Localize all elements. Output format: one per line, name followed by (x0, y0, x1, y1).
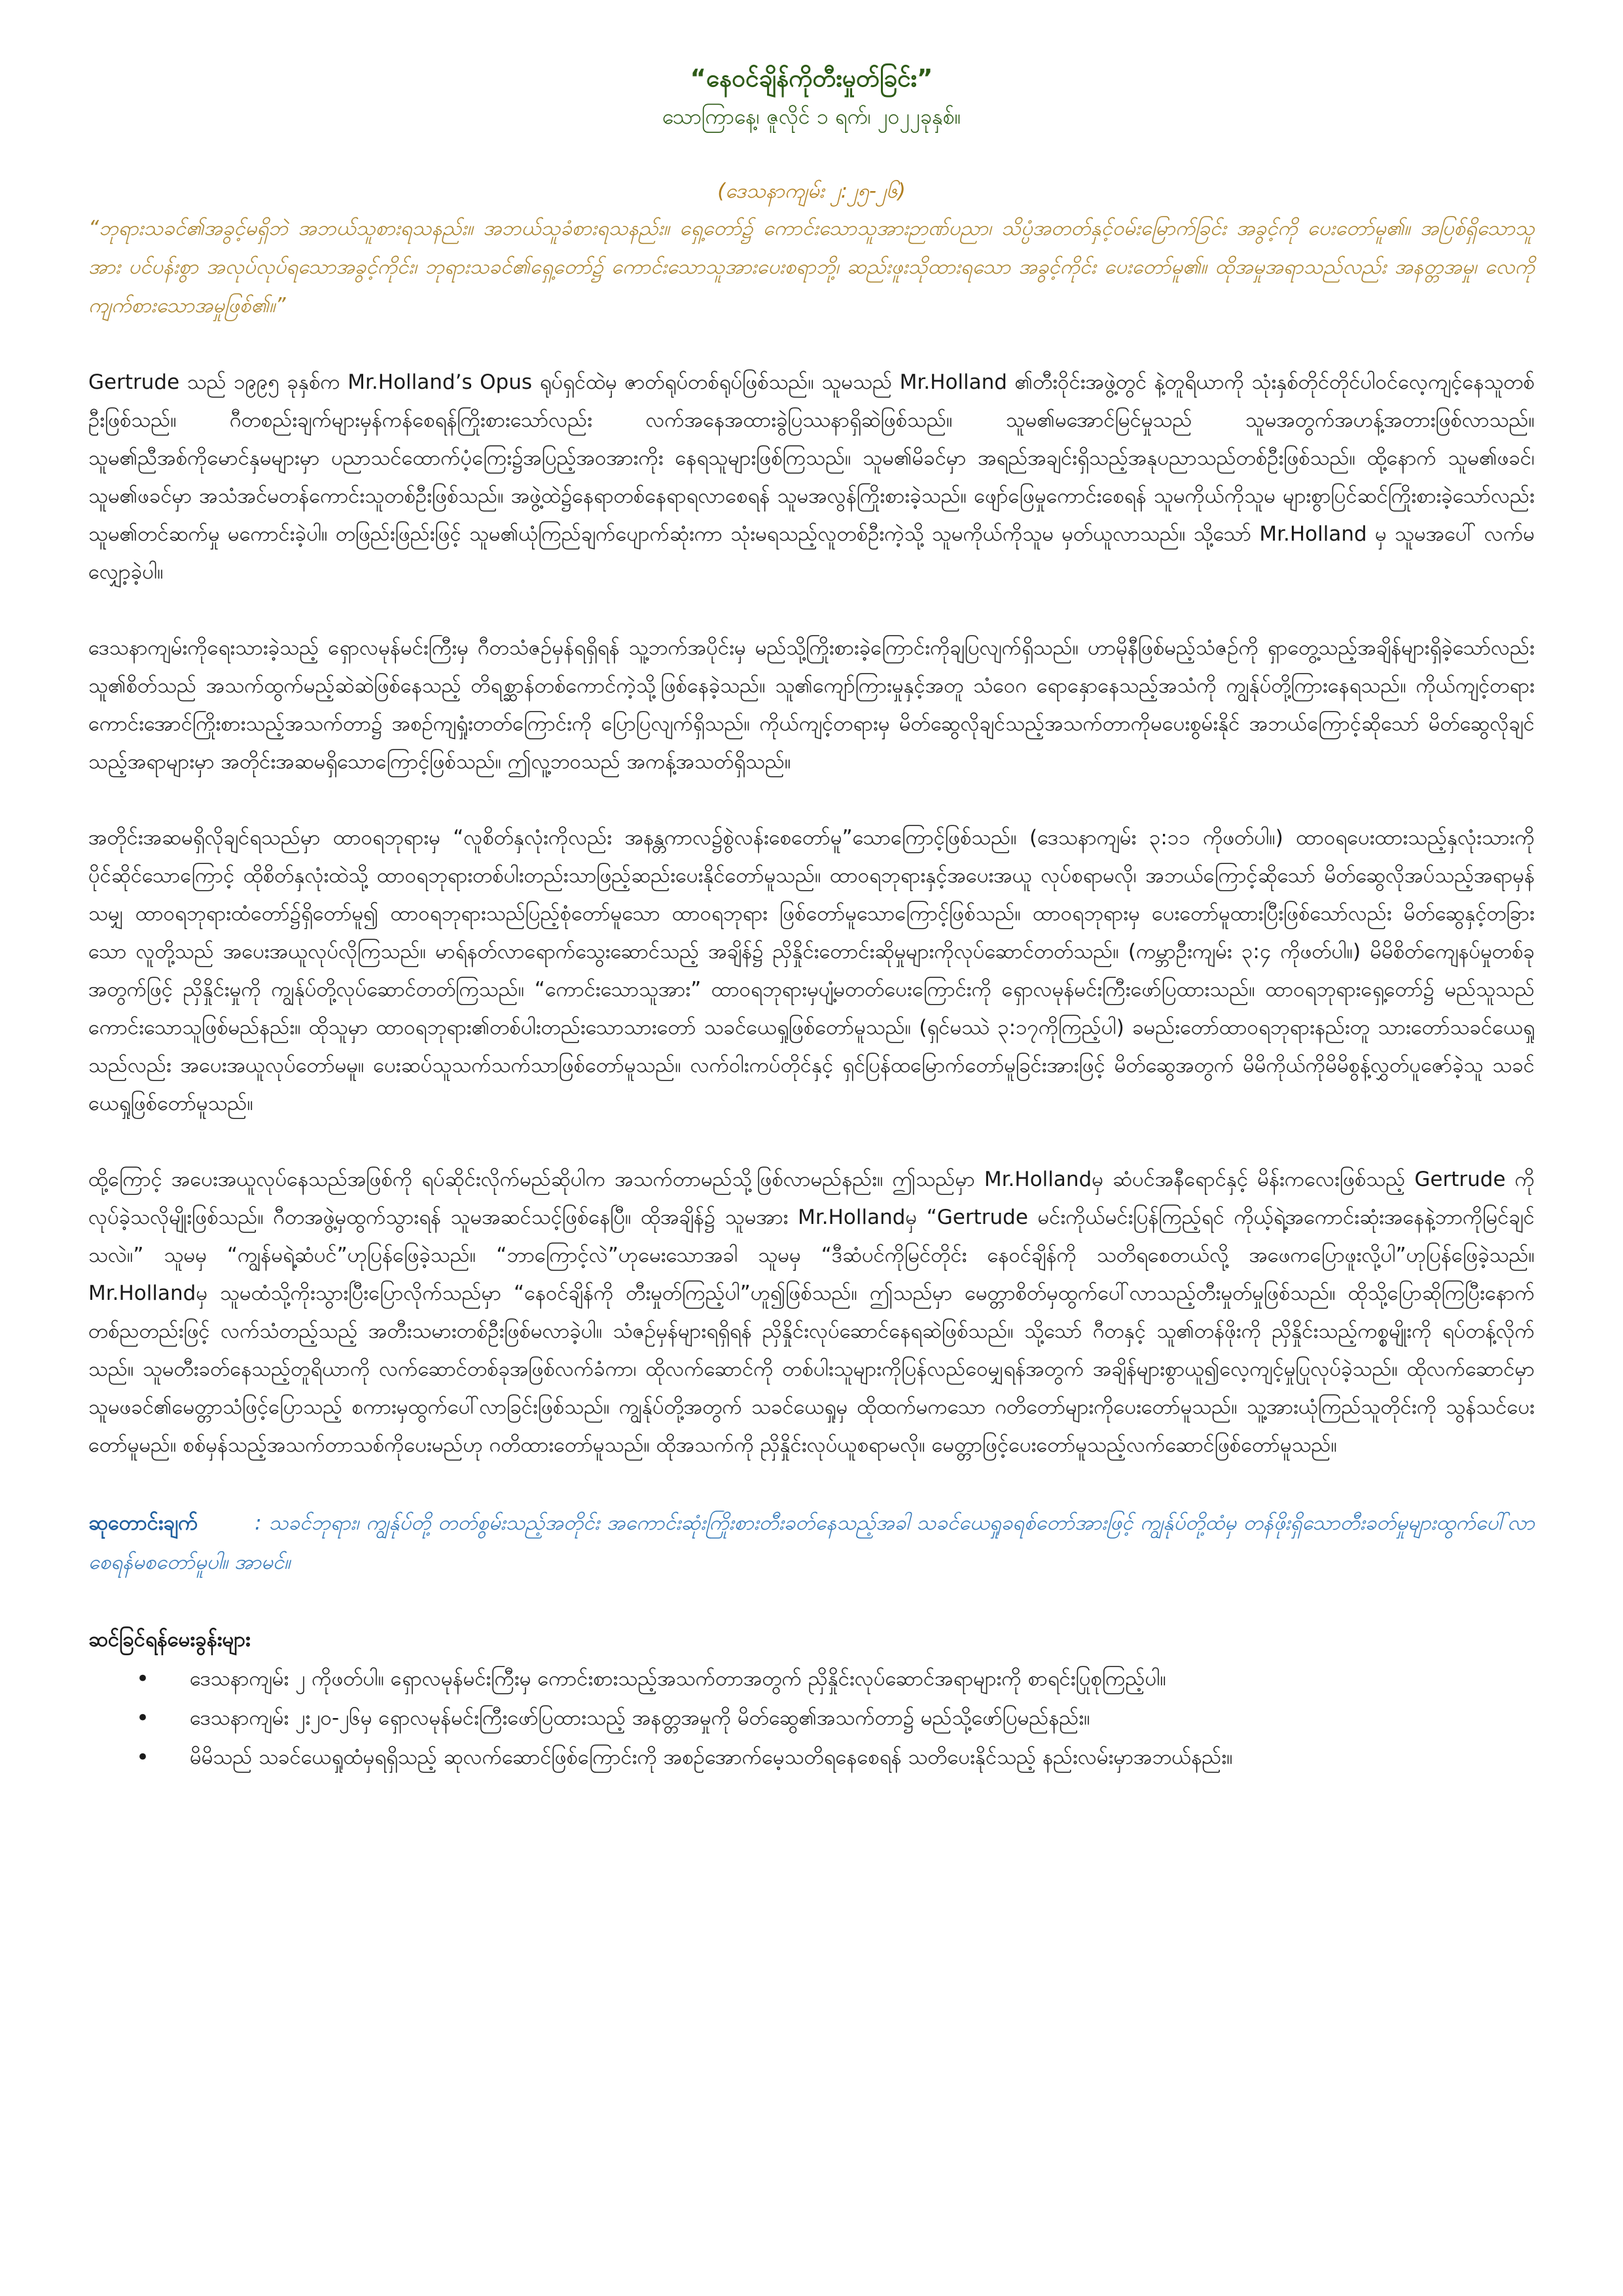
prayer-section (88, 1503, 1535, 1582)
body-paragraph-1: Gertrude သည် ၁၉၉၅ ခုနှစ်က Mr.Holland’s Opus ရုပ်ရှင်ထဲမှ ဇာတ်ရုပ်တစ်ရုပ်ဖြစ်သည်။ သူမသည် Mr.Holland ၏တီးဝိုင်းအဖွဲ့တွင် နဲ့တူရိယာကို သုံးနှစ်တိုင်တိုင်ပါဝင်လေ့ကျင့်နေသူတစ်ဦးဖြစ်သည်။ ဂီတစည်းချက်များမှန်ကန်စေရန်ကြိုးစားသော်လည်း လက်အနေအထားခွဲပြဿနာရှိဆဲဖြစ်သည်။ သူမ၏မအောင်မြင်မှုသည် သူမအတွက်အဟန့်အတားဖြစ်လာသည်။ သူမ၏ညီအစ်ကိုမောင်နှမများမှာ ပညာသင်ထောက်ပံ့ကြေး၌အပြည့်အဝအားကိုး နေရသူများဖြစ်ကြသည်။ သူမ၏မိခင်မှာ အရည်အချင်းရှိသည့်အနုပညာသည်တစ်ဦးဖြစ်သည်။ ထို့နောက် သူမ၏ဖခင်၊ သူမ၏ဖခင်မှာ အသံအင်မတန်ကောင်းသူတစ်ဦးဖြစ်သည်။ အဖွဲ့ထဲ၌နေရာတစ်နေရာရလာစေရန် သူမအလွန်ကြိုးစားခဲ့သည်။ ဖျော်ဖြေမှုကောင်းစေရန် သူမကိုယ်ကိုသူမ များစွာပြင်ဆင်ကြိုးစားခဲ့သော်လည်း သူမ၏တင်ဆက်မှု မကောင်းခဲ့ပါ။ တဖြည်းဖြည်းဖြင့် သူမ၏ယုံကြည်ချက်ပျောက်ဆုံးကာ သုံးမရသည့်လူတစ်ဦးကဲ့သို့ သူမကိုယ်ကိုသူမ မှတ်ယူလာသည်။ သို့သော် Mr.Holland မှ သူမအပေါ် လက်မလျှော့ခဲ့ပါ။ (88, 370, 1535, 584)
prayer-spacer (205, 1511, 247, 1535)
question-item: • ဒေသနာကျမ်း ၂း၂၀-၂၆မှ ရှောလမုန်မင်းကြီးဖော်ပြထားသည့် အနတ္တအမှုကို မိတ်ဆွေ၏အသက်တာ၌ မည်သို့ဖော်ပြမည်နည်း။ (190, 1698, 1535, 1738)
prayer-label: ဆုတောင်းချက် (88, 1511, 198, 1535)
questions-list (88, 1659, 1535, 1777)
question-item: • ဒေသနာကျမ်း ၂ ကိုဖတ်ပါ။ ရှောလမုန်မင်းကြီးမှ ကောင်းစားသည့်အသက်တာအတွက် ညှိနှိုင်းလုပ်ဆောင်အရာများကို စာရင်းပြုစုကြည့်ပါ။ (190, 1659, 1535, 1698)
page-date: သောကြာနေ့၊ ဇူလိုင် ၁ ရက်၊ ၂၀၂၂ခုနှစ်။ (662, 104, 961, 129)
page-title: “နေဝင်ချိန်ကိုတီးမှုတ်ခြင်း” (690, 64, 933, 92)
questions-heading: ဆင်ခြင်ရန်မေးခွန်းများ (88, 1628, 251, 1651)
body-paragraph-2: ဒေသနာကျမ်းကိုရေးသားခဲ့သည့် ရှောလမုန်မင်းကြီးမှ ဂီတသံဇဉ်မှန်ရရှိရန် သူ့ဘက်အပိုင်းမှ မည်သို့ကြိုးစားခဲ့ကြောင်းကိုချပြလျက်ရှိသည်။ ဟာမိုနီဖြစ်မည့်သံဇဉ်ကို ရှာတွေ့သည့်အချိန်များရှိခဲ့သော်လည်း သူ၏စိတ်သည် အသက်ထွက်မည့်ဆဲဆဲဖြစ်နေသည့် တိရစ္ဆာန်တစ်ကောင်ကဲ့သို့ဖြစ်နေခဲ့သည်။ သူ၏ကျော်ကြားမှုနှင့်အတူ သံဝေဂ ရောနှောနေသည့်အသံကို ကျွန်ုပ်တို့ကြားနေရသည်။ ကိုယ်ကျင့်တရားကောင်းအောင်ကြိုးစားသည့်အသက်တာ၌ အစဉ်ကျရှုံးတတ်ကြောင်းကို ပြောပြလျက်ရှိသည်။ ကိုယ်ကျင့်တရားမှ မိတ်ဆွေလိုချင်သည့်အသက်တာကိုမပေးစွမ်းနိုင် အဘယ်ကြောင့်ဆိုသော် မိတ်ဆွေလိုချင်သည့်အရာများမှာ အတိုင်းအဆမရှိသောကြောင့်ဖြစ်သည်။ ဤလူ့ဘဝသည် အကန့်အသတ်ရှိသည်။ (88, 636, 1535, 774)
scripture-reference: (ဒေသနာကျမ်း ၂:၂၅-၂၆) (717, 179, 906, 203)
question-item: • မိမိသည် သခင်ယေရှုထံမှရရှိသည့် ဆုလက်ဆောင်ဖြစ်ကြောင်းကို အစဉ်အောက်မေ့သတိရနေစေရန် သတိပေးနိုင်သည့် နည်းလမ်းမှာအဘယ်နည်း။ (190, 1738, 1535, 1777)
prayer-text: : သခင်ဘုရား၊ ကျွန်ုပ်တို့ တတ်စွမ်းသည့်အတိုင်း အကောင်းဆုံးကြိုးစားတီးခတ်နေသည့်အခါ သခင်ယေရှုခရစ်တော်အားဖြင့် ကျွန်ုပ်တို့ထံမှ တန်ဖိုးရှိသောတီးခတ်မှုများထွက်ပေါ်လာစေရန်မစတော်မူပါ။ အာမင်။ (88, 1511, 1535, 1574)
body-paragraph-3: အတိုင်းအဆမရှိလိုချင်ရသည်မှာ ထာဝရဘုရားမှ “လူစိတ်နှလုံးကိုလည်း အနန္တကာလ၌စွဲလန်းစေတော်မူ”သောကြောင့်ဖြစ်သည်။ (ဒေသနာကျမ်း ၃:၁၁ ကိုဖတ်ပါ။) ထာဝရပေးထားသည့်နှလုံးသားကိုပိုင်ဆိုင်သောကြောင့် ထိုစိတ်နှလုံးထဲသို့ ထာဝရဘုရားတစ်ပါးတည်းသာဖြည့်ဆည်းပေးနိုင်တော်မူသည်။ ထာဝရဘုရားနှင့်အပေးအယူ လုပ်စရာမလို၊ အဘယ်ကြောင့်ဆိုသော် မိတ်ဆွေလိုအပ်သည့်အရာမှန်သမျှ ထာဝရဘုရားထံတော်၌ရှိတော်မူ၍ ထာဝရဘုရားသည်ပြည့်စုံတော်မူသော ထာဝရဘုရား ဖြစ်တော်မူသောကြောင့်ဖြစ်သည်။ ထာဝရဘုရားမှ ပေးတော်မူထားပြီးဖြစ်သော်လည်း မိတ်ဆွေနှင့်တခြားသော လူတို့သည် အပေးအယူလုပ်လိုကြသည်။ မာရ်နတ်လာရောက်သွေးဆောင်သည့် အချိန်၌ ညှိနှိုင်းတောင်းဆိုမှုများကိုလုပ်ဆောင်တတ်သည်။ (ကမ္ဘာဦးကျမ်း ၃:၄ ကိုဖတ်ပါ။) မိမိစိတ်ကျေနပ်မှုတစ်ခုအတွက်ဖြင့် ညှိနှိုင်းမှုကို ကျွန်ုပ်တို့လုပ်ဆောင်တတ်ကြသည်။ “ကောင်းသောသူအား” ထာဝရဘုရားမှပျံ့မတတ်ပေးကြောင်းကို ရှောလမုန်မင်းကြီးဖော်ပြထားသည်။ ထာဝရဘုရားရှေ့တော်၌ မည်သူသည်ကောင်းသောသူဖြစ်မည်နည်း။ ထိုသူမှာ ထာဝရဘုရား၏တစ်ပါးတည်းသောသားတော် သခင်ယေရှုဖြစ်တော်မူသည်။ (ရှင်မဿဲ ၃:၁၇ကိုကြည့်ပါ) ခမည်းတော်ထာဝရဘုရားနည်းတူ သားတော်သခင်ယေရှုသည်လည်း အပေးအယူလုပ်တော်မမူ။ ပေးဆပ်သူသက်သက်သာဖြစ်တော်မူသည်။ လက်ဝါးကပ်တိုင်နှင့် ရှင်ပြန်ထမြောက်တော်မူခြင်းအားဖြင့် မိတ်ဆွေအတွက် မိမိကိုယ်ကိုမိမိစွန့်လွှတ်ပူဇော်ခဲ့သူ သခင်ယေရှုဖြစ်တော်မူသည်။ (88, 826, 1535, 1115)
devotional-page (88, 52, 1535, 1777)
body-paragraph-4: ထို့ကြောင့် အပေးအယူလုပ်နေသည်အဖြစ်ကို ရပ်ဆိုင်းလိုက်မည်ဆိုပါက အသက်တာမည်သို့ဖြစ်လာမည်နည်း။ ဤသည်မှာ Mr.Hollandမှ ဆံပင်အနီရောင်နှင့် မိန်းကလေးဖြစ်သည့် Gertrude ကိုလုပ်ခဲ့သလိုမျိုးဖြစ်သည်။ ဂီတအဖွဲ့မှထွက်သွားရန် သူမအဆင်သင့်ဖြစ်နေပြီ။ ထိုအချိန်၌ သူမအား Mr.Hollandမှ “Gertrude မင်းကိုယ်မင်းပြန်ကြည့်ရင် ကိုယ့်ရဲ့အကောင်းဆုံးအနေနဲ့ဘာကိုမြင်ချင်သလဲ။” သူမမှ “ကျွန်မရဲ့ဆံပင်”ဟုပြန်ဖြေခဲ့သည်။ “ဘာကြောင့်လဲ”ဟုမေးသောအခါ သူမမှ “ဒီဆံပင်ကိုမြင်တိုင်း နေဝင်ချိန်ကို သတိရစေတယ်လို့ အဖေကပြောဖူးလို့ပါ”ဟုပြန်ဖြေခဲ့သည်။ Mr.Hollandမှ သူမထံသို့ကိုးသွားပြီးပြောလိုက်သည်မှာ “နေဝင်ချိန်ကို တီးမှုတ်ကြည့်ပါ”ဟူ၍ဖြစ်သည်။ ဤသည်မှာ မေတ္တာစိတ်မှထွက်ပေါ်လာသည့်တီးမှုတ်မှုဖြစ်သည်။ ထိုသို့ပြောဆိုကြပြီးနောက် တစ်ညတည်းဖြင့် လက်သံတည့်သည့် အတီးသမားတစ်ဦးဖြစ်မလာခဲ့ပါ။ သံဇဉ်မှန်များရရှိရန် ညှိနှိုင်းလုပ်ဆောင်နေရဆဲဖြစ်သည်။ သို့သော် ဂီတနှင့် သူ၏တန်ဖိုးကို ညှိနှိုင်းသည့်ကစ္စမျိုးကို ရပ်တန့်လိုက်သည်။ သူမတီးခတ်နေသည့်တူရိယာကို လက်ဆောင်တစ်ခုအဖြစ်လက်ခံကာ၊ ထိုလက်ဆောင်ကို တစ်ပါးသူများကိုပြန်လည်ဝေမျှရန်အတွက် အချိန်များစွာယူ၍လေ့ကျင့်မှုပြုလုပ်ခဲ့သည်။ ထိုလက်ဆောင်မှာ သူမဖခင်၏မေတ္တာသံဖြင့်ပြောသည့် စကားမှထွက်ပေါ်လာခြင်းဖြစ်သည်။ ကျွန်ုပ်တို့အတွက် သခင်ယေရှုမှ ထိုထက်မကသော ဂတိတော်များကိုပေးတော်မူသည်။ သူ့အားယုံကြည်သူတိုင်းကို သွန်သင်ပေးတော်မူမည်။ စစ်မှန်သည့်အသက်တာသစ်ကိုပေးမည်ဟု ဂတိထားတော်မူသည်။ ထိုအသက်ကို ညှိနှိုင်းလုပ်ယူစရာမလို။ မေတ္တာဖြင့်ပေးတော်မူသည့်လက်ဆောင်ဖြစ်တော်မူသည်။ (88, 1168, 1535, 1457)
scripture-text: “ဘုရားသခင်၏အခွင့်မရှိဘဲ အဘယ်သူစားရသနည်း။ အဘယ်သူခံစားရသနည်း။ ရှေ့တော်၌ ကောင်းသောသူအားဉာဏ်ပညာ၊ သိပ္ပံအတတ်နှင့်ဝမ်းမြောက်ခြင်း အခွင့်ကို ပေးတော်မူ၏။ အပြစ်ရှိသောသူအား ပင်ပန်းစွာ အလုပ်လုပ်ရသောအခွင့်ကိုင်း၊ ဘုရားသခင်၏ရှေ့တော်၌ ကောင်းသောသူအားပေးစရာဘို့၊ ဆည်းဖူးသိုထားရသော အခွင့်ကိုင်း ပေးတော်မူ၏။ ထိုအမှုအရာသည်လည်း အနတ္တအမှု၊ လေကိုကျက်စားသောအမှုဖြစ်၏။” (88, 217, 1535, 317)
